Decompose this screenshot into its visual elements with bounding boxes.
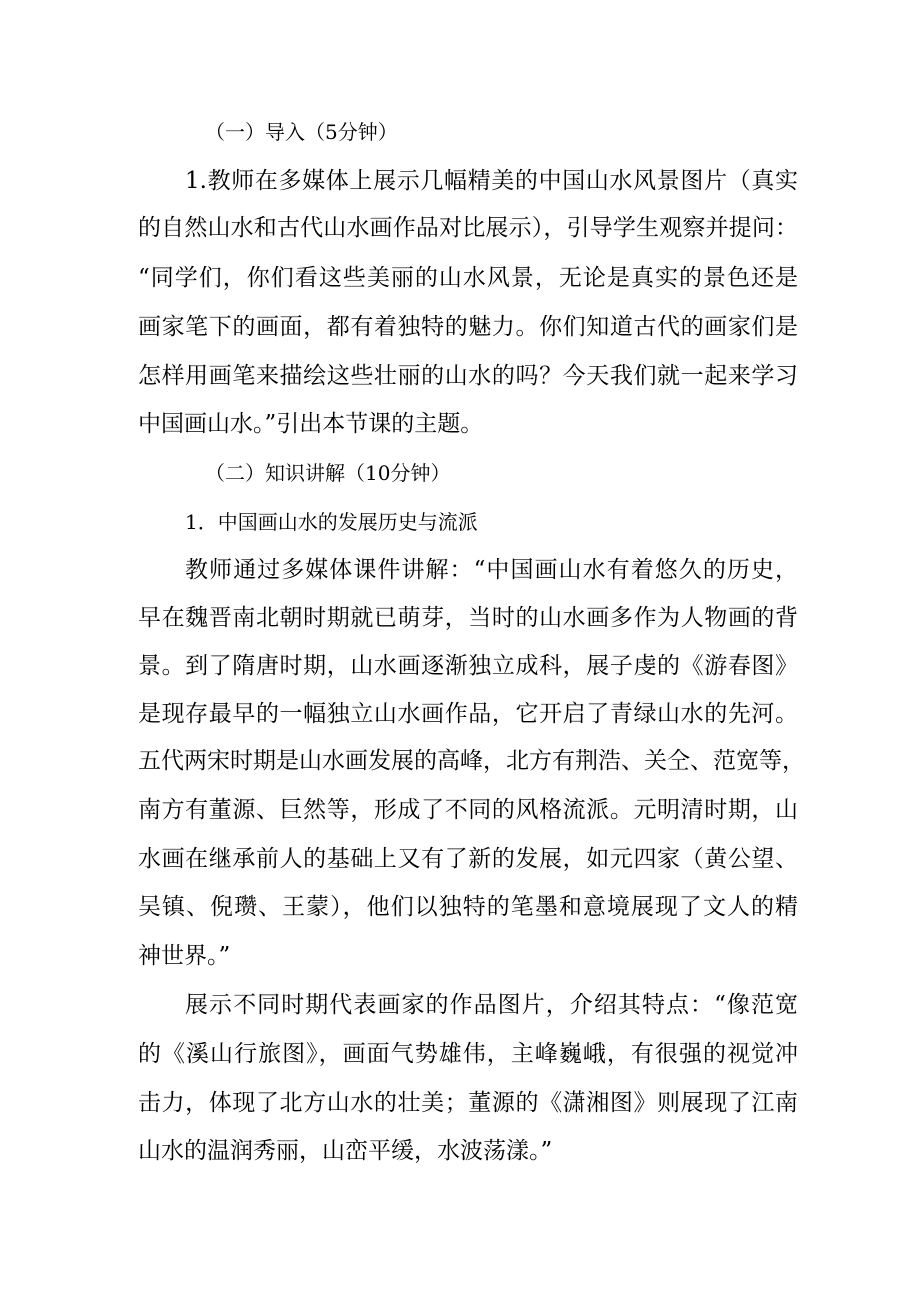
paragraph-line: 的自然山水和古代山水画作品对比展示），引导学生观察并提问： <box>138 215 798 241</box>
paragraph-line: 水画在继承前人的基础上又有了新的发展，如元四家（黄公望、 <box>138 846 798 872</box>
subsection-heading: 1．中国画山水的发展历史与流派 <box>185 510 478 534</box>
paragraph-line: 吴镇、倪瓒、王蒙），他们以独特的笔墨和意境展现了文人的精 <box>138 894 798 920</box>
paragraph-line: 景。到了隋唐时期，山水画逐渐独立成科，展子虔的《游春图》 <box>138 653 798 679</box>
paragraph-line: 神世界。” <box>138 943 231 969</box>
paragraph-line: 五代两宋时期是山水画发展的高峰，北方有荆浩、关仝、范宽等， <box>138 748 805 774</box>
paragraph-line: 画家笔下的画面，都有着独特的魅力。你们知道古代的画家们是 <box>138 314 798 340</box>
paragraph-line: 展示不同时期代表画家的作品图片，介绍其特点：“像范宽 <box>185 992 798 1018</box>
paragraph-line: 击力，体现了北方山水的壮美；董源的《潇湘图》则展现了江南 <box>138 1090 798 1116</box>
paragraph-line: 中国画山水。”引出本节课的主题。 <box>138 411 484 437</box>
paragraph-line: 教师通过多媒体课件讲解：“中国画山水有着悠久的历史， <box>185 557 798 583</box>
paragraph-line: 南方有董源、巨然等，形成了不同的风格流派。元明清时期，山 <box>138 797 798 823</box>
paragraph-line: 山水的温润秀丽，山峦平缓，水波荡漾。” <box>138 1138 553 1164</box>
section-heading-intro: （一）导入（5分钟） <box>205 120 398 144</box>
paragraph-line: 早在魏晋南北朝时期就已萌芽，当时的山水画多作为人物画的背 <box>138 605 798 631</box>
paragraph-line: 怎样用画笔来描绘这些壮丽的山水的吗？今天我们就一起来学习 <box>138 363 798 389</box>
paragraph-line: 1.教师在多媒体上展示几幅精美的中国山水风景图片（真实 <box>185 168 798 194</box>
paragraph-line: “同学们，你们看这些美丽的山水风景，无论是真实的景色还是 <box>138 265 798 291</box>
paragraph-line: 是现存最早的一幅独立山水画作品，它开启了青绿山水的先河。 <box>138 701 798 727</box>
section-heading-knowledge: （二）知识讲解（10分钟） <box>205 461 451 485</box>
paragraph-line: 的《溪山行旅图》，画面气势雄伟，主峰巍峨，有很强的视觉冲 <box>138 1041 798 1067</box>
